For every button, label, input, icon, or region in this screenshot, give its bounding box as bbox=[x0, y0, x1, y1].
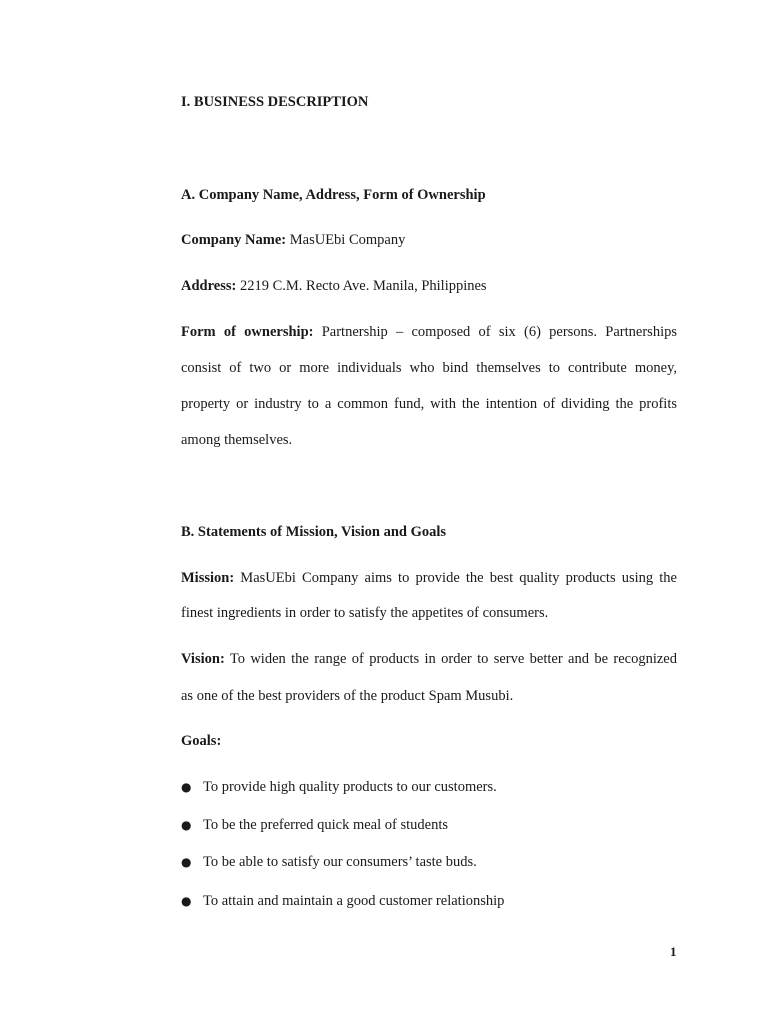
ownership-label: Form of ownership: bbox=[181, 324, 314, 340]
mission-label: Mission: bbox=[181, 570, 235, 586]
goal-text: To provide high quality products to our customers. bbox=[203, 779, 497, 795]
section-title: I. BUSINESS DESCRIPTION bbox=[181, 94, 369, 110]
ownership-line-4: among themselves. bbox=[181, 432, 293, 448]
list-item bbox=[181, 854, 677, 871]
address-value: 2219 C.M. Recto Ave. Manila, Philippines bbox=[236, 278, 487, 294]
vision-line-1 bbox=[181, 651, 677, 668]
company-name-value: MasUEbi Company bbox=[286, 232, 406, 248]
ownership-line-3: property or industry to a common fund, with the intention of dividing the profits bbox=[181, 396, 677, 412]
vision-label: Vision: bbox=[181, 651, 225, 667]
goals-label: Goals: bbox=[181, 733, 222, 749]
goal-text: To be the preferred quick meal of students bbox=[203, 817, 448, 833]
ownership-text-1: Partnership – composed of six (6) persons. Partnerships bbox=[313, 324, 677, 340]
mission-text-1: MasUEbi Company aims to provide the best quality products using the bbox=[234, 570, 677, 586]
vision-line-2: as one of the best providers of the product Spam Musubi. bbox=[181, 688, 514, 704]
vision-text-1: To widen the range of products in order to serve better and be recognized bbox=[224, 651, 677, 667]
ownership-line-2: consist of two or more individuals who bind themselves to contribute money, bbox=[181, 360, 677, 376]
subsection-b-heading: B. Statements of Mission, Vision and Goals bbox=[181, 524, 447, 540]
list-item bbox=[181, 817, 677, 834]
bullet-icon: ● bbox=[181, 818, 192, 832]
company-name-label: Company Name: bbox=[181, 232, 287, 248]
list-item bbox=[181, 893, 677, 910]
subsection-a-heading: A. Company Name, Address, Form of Ownership bbox=[181, 187, 486, 203]
mission-line-2: finest ingredients in order to satisfy the appetites of consumers. bbox=[181, 605, 549, 621]
company-name-line bbox=[181, 232, 677, 249]
bullet-icon: ● bbox=[181, 894, 192, 908]
address-label: Address: bbox=[181, 278, 237, 294]
list-item bbox=[181, 779, 677, 796]
mission-line-1 bbox=[181, 570, 677, 587]
ownership-line-1 bbox=[181, 324, 677, 341]
goal-text: To attain and maintain a good customer relationship bbox=[203, 893, 505, 909]
goal-text: To be able to satisfy our consumers’ taste buds. bbox=[203, 854, 477, 870]
bullet-icon: ● bbox=[181, 855, 192, 869]
page-number: 1 bbox=[670, 944, 677, 959]
address-line bbox=[181, 278, 677, 295]
bullet-icon: ● bbox=[181, 780, 192, 794]
